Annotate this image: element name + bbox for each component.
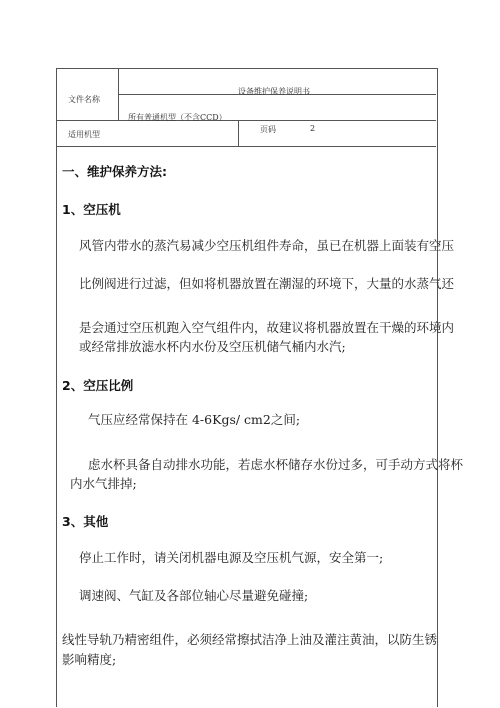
page-label: 页码 xyxy=(260,125,276,134)
doc-name-label: 文件名称 xyxy=(68,95,100,104)
section-title: 一、维护保养方法: xyxy=(62,164,167,179)
item1-title: 1、空压机 xyxy=(62,202,121,217)
header-lower-line xyxy=(56,146,436,147)
item1-line2: 比例阀进行过滤，但如将机器放置在潮湿的环境下，大量的水蒸气还 xyxy=(79,276,455,291)
item1-line3: 是会通过空压机跑入空气组件内，故建议将机器放置在干燥的环境内 xyxy=(79,320,455,335)
header-bottom-line xyxy=(56,120,436,121)
doc-title: 设备维护保养说明书 xyxy=(238,87,310,96)
item3-line3: 线性导轨乃精密组件，必须经常擦拭洁净上油及灌注黄油，以防生锈 xyxy=(62,632,438,647)
item1-line1: 风管内带水的蒸汽易减少空压机组件寿命，虽已在机器上面装有空压 xyxy=(79,238,455,253)
item2-line2: 虑水杯具备自动排水功能，若虑水杯储存水份过多，可手动方式将杯 xyxy=(88,457,464,472)
item3-line1: 停止工作时，请关闭机器电源及空压机气源，安全第一; xyxy=(79,550,384,565)
applicable-models-value: 所有普通机型（不含CCD） xyxy=(128,113,227,122)
item1-line4: 或经常排放滤水杯内水份及空压机储气桶内水汽; xyxy=(79,339,346,354)
item2-line1: 气压应经常保持在 4-6Kgs/ cm2之间; xyxy=(88,412,301,427)
page-cell-divider xyxy=(238,120,239,146)
item3-title: 3、其他 xyxy=(62,514,109,529)
item3-line2: 调速阀、气缸及各部位轴心尽量避免碰撞; xyxy=(79,588,309,603)
item3-line4: 影响精度; xyxy=(62,652,117,667)
item2-line3: 内水气排掉; xyxy=(70,476,137,491)
item2-title: 2、空压比例 xyxy=(62,378,134,393)
page-number: 2 xyxy=(310,124,316,133)
applicable-models-label: 适用机型 xyxy=(68,130,100,139)
